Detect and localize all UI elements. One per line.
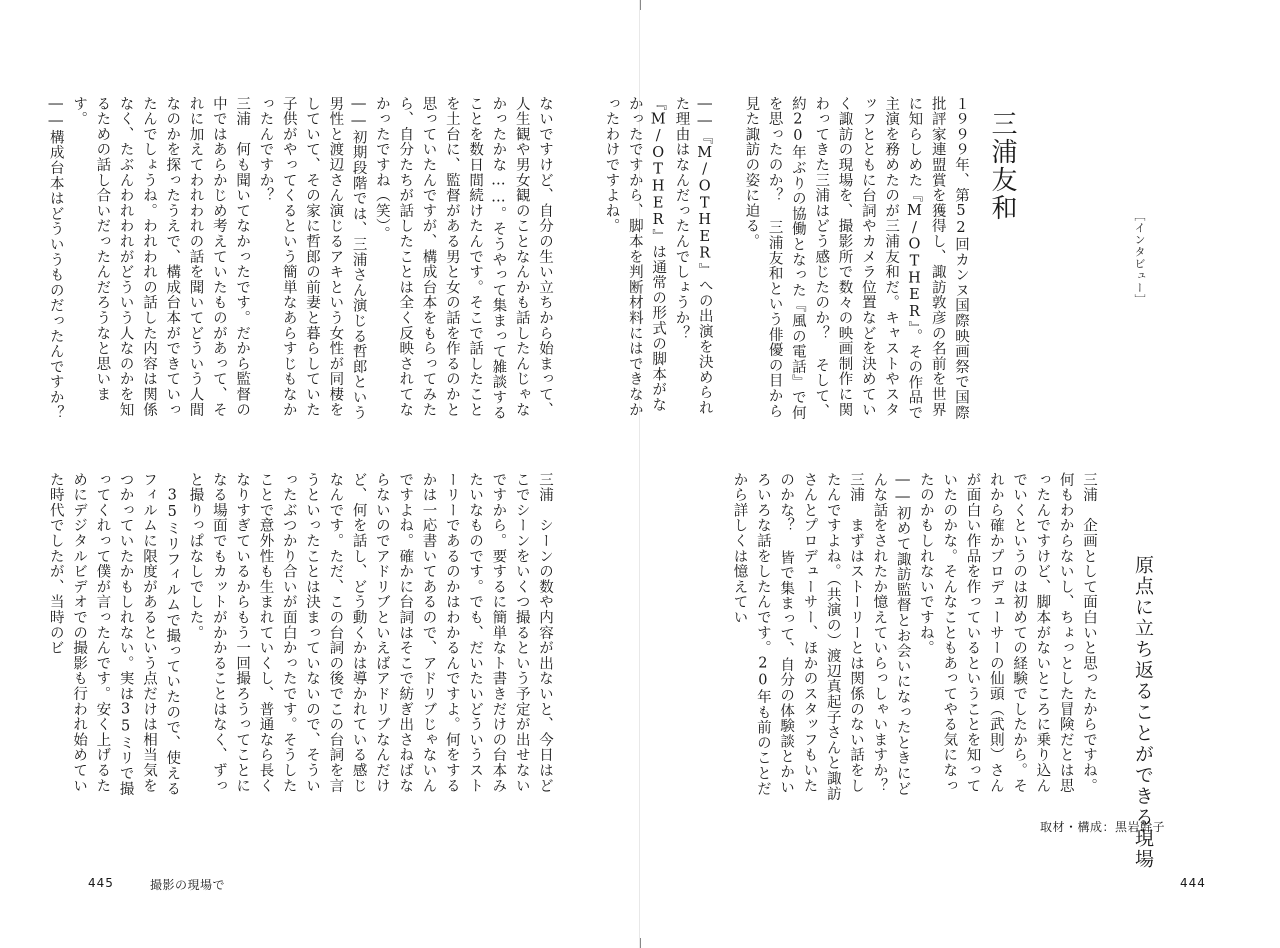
interview-tag: ［インタビュー］ [1133,210,1146,306]
right-intro-text: １９９９年、第52回カンヌ国際映画祭で国際批評家連盟賞を獲得し、諏訪敦彦の名前を世界に知らしめた『M/OTHER』。その作品で主演を務めたのが三浦友和だ。キャストやスタッフとともに台詞やカメラ位置などを決めていく諏訪の現場を、撮影所で数々の映画制作に関わってきた三浦はどう感じたのか？ そして、約20年ぶりの協働となった『風の電話』で何を思ったのか？ 三浦友和という俳優の目から見た諏訪の姿に迫る。 ――『M/OTHER』への出演を決められた理由はなんだったんでしょうか？『M/OTHER』は通常の形式の脚本がなかったですから、脚本を判断材料にはできなかったわけですよね。 [603,96,969,421]
interviewee-name: 三浦友和 [987,110,1017,222]
folio-left: 445 [88,876,114,890]
left-upper-text: ないですけど、自分の生い立ちから始まって、人生観や男女観のことなんかも話したんじゃなかったかな……。そうやって集まって雑談することを数日間続けたんです。そこで話したことを土台に、監督がある男と女の話を作るのかと思っていたんですが、構成台本をもらってみたら、自分たちが話したことは全く反映されてなかったですね（笑）。 ――初期段階では、三浦さん演じる哲郎という男性と渡辺さん演じるアキという女性が同棲をしていて、その家に哲郎の前妻と暮らしていた子供がやってくるという簡単なあらすじもなかったんですか？ 三浦 何も聞いてなかったです。だから監督の中ではあらかじめ考えていたものがあって、それに加えてわれわれの話を聞いてどういう人間なのかを探ったうえで、構成台本ができていったんでしょうね。われわれの話した内容は関係なく、たぶんわれわれがどういう人なのかを知るための話し合いだったんだろうなと思います。 ――構成台本はどういうものだったんですか？ [47,96,553,421]
credit-line: 取材・構成：黒岩幹子 [1040,820,1166,834]
section-subtitle: 原点に立ち返ることができる現場 [1132,555,1154,870]
crop-mark-top [640,0,641,10]
right-lower-text: 三浦 企画として面白いと思ったからですね。何もわからないし、ちょっとした冒険だとは思ったんですけど、脚本がないところに乗り込んでいくというのは初めての経験でしたから。それから確かプロデューサーの仙頭（武則）さんが面白い作品を作っているということを知っていたのかな。そんなこともあってやる気になったのかもしれないですね。 ――初めて諏訪監督とお会いになったときにどんな話をされたか憶えていらっしゃいますか？ 三浦 まずはストーリーとは関係のない話をしたんですよね。（共演の）渡辺真起子さんと諏訪さんとプロデューサー、ほかのスタッフもいたのかな？ 皆で集まって、自分の体験談とかいろいろな話をしたんです。20年も前のことだから詳しくは憶えてい [731,472,1097,802]
running-head: 撮影の現場で [150,878,226,892]
left-lower-text: 三浦 シーンの数や内容が出ないと、今日はどこでシーンをいくつ撮るという予定が出せないですから。要するに簡単なト書きだけの台本みたいなものです。でも、だいたいどういうストーリーであるのかはわかるんですよ。何をするかは一応書いてあるので、アドリブじゃないんですよね。確かに台詞はそこで紡ぎ出さねばならないのでアドリブといえばアドリブなんだけど、何を話し、どう動くかは導かれている感じなんです。ただ、この台詞の後でこの台詞を言うといったことは決まっていないので、そういったぶつかり合いが面白かったです。そうしたことで意外性も生まれていくし、普通なら長くなりすぎているからもう一回撮ろうってことになる場面でもカットがかかることはなく、ずっと撮りっぱなしでした。 35ミリフィルムで撮っていたので、使えるフィルムに限度があるという点だけは相当気をつかっていたかもしれない。実は35ミリで撮ってくれって僕が言ったんです。安く上げるためにデジタルビデオでの撮影も行われ始めていた時代でしたが、当時のビ [47,472,553,797]
folio-right: 444 [1180,876,1206,890]
crop-mark-bottom [640,938,641,948]
